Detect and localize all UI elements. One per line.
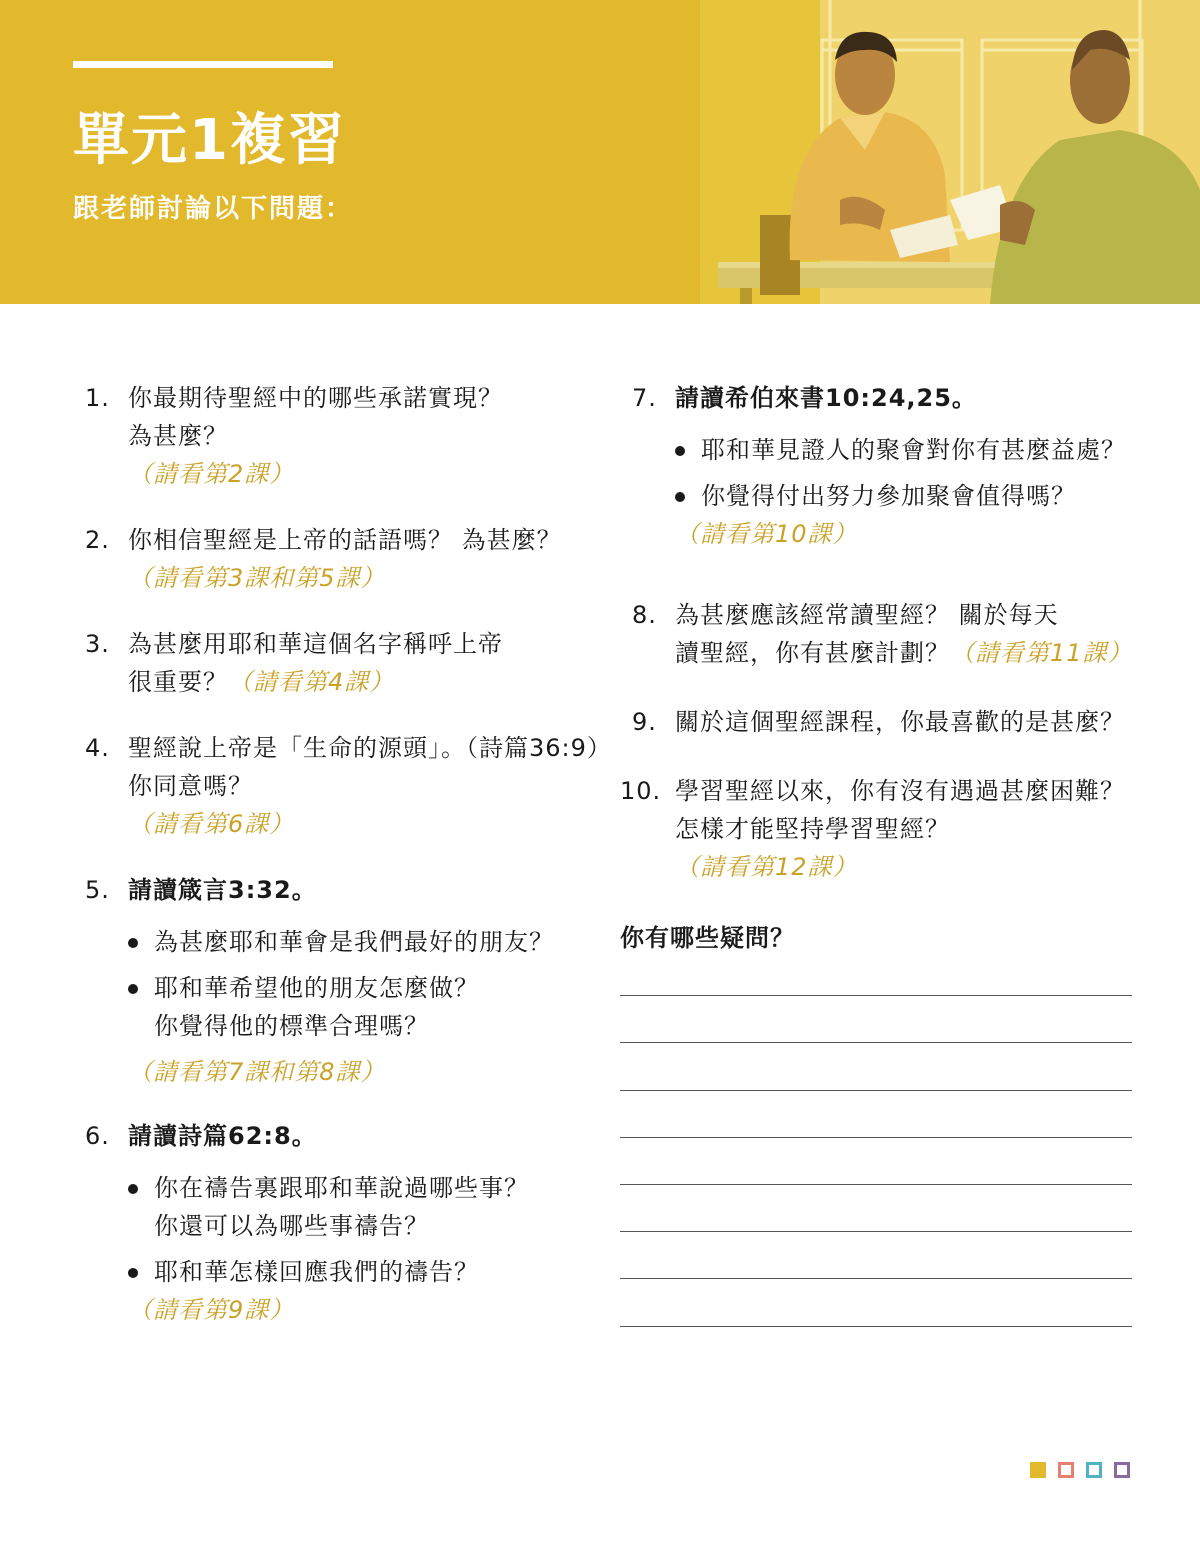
question-number: 6. <box>85 1122 110 1150</box>
question-4 <box>85 729 612 843</box>
unit-marker-outline-square <box>1086 1462 1102 1478</box>
question-text: 聖經說上帝是「生命的源頭」。（詩篇36:9） <box>128 734 612 762</box>
lesson-reference: （請看第6課） <box>128 810 295 838</box>
bullet-item: 耶和華怎樣回應我們的禱告？ <box>154 1253 529 1291</box>
writing-line[interactable] <box>620 1326 1132 1327</box>
lesson-reference: （請看第2課） <box>128 460 295 488</box>
question-text: 讀聖經，你有甚麼計劃？ <box>675 639 950 667</box>
question-number: 7. <box>632 384 657 412</box>
question-text: 為甚麼用耶和華這個名字稱呼上帝 <box>128 630 503 658</box>
reading-instruction: 請讀箴言3:32。 <box>128 876 317 904</box>
unit-marker-outline-square <box>1058 1462 1074 1478</box>
lesson-reference: （請看第10課） <box>675 520 858 548</box>
writing-line[interactable] <box>620 1090 1132 1091</box>
bullet-item: 你覺得付出努力參加聚會值得嗎？ <box>701 477 1126 515</box>
page-subtitle: 跟老師討論以下問題： <box>73 194 354 224</box>
study-illustration <box>700 0 1200 304</box>
bullet-item: 為甚麼耶和華會是我們最好的朋友？ <box>154 923 554 961</box>
question-9 <box>632 703 1125 741</box>
question-text: 為甚麼應該經常讀聖經？ 關於每天 <box>675 601 1059 629</box>
question-number: 8. <box>632 601 657 629</box>
question-text: 為甚麼？ <box>128 422 228 450</box>
question-number: 1. <box>85 384 110 412</box>
question-7 <box>632 379 1126 553</box>
your-questions-heading: 你有哪些疑問？ <box>620 924 795 952</box>
question-1 <box>85 379 503 493</box>
unit-marker-outline-square <box>1114 1462 1130 1478</box>
bullet-item: 耶和華希望他的朋友怎麼做？ <box>154 969 554 1007</box>
question-text: 很重要？ <box>128 668 228 696</box>
question-10 <box>620 772 1125 886</box>
writing-line[interactable] <box>620 1184 1132 1185</box>
question-text: 你最期待聖經中的哪些承諾實現？ <box>128 384 503 412</box>
question-text: 你相信聖經是上帝的話語嗎？ 為甚麼？ <box>128 526 562 554</box>
lesson-reference: （請看第12課） <box>675 853 858 881</box>
reading-instruction: 請讀詩篇62:8。 <box>128 1122 317 1150</box>
writing-line[interactable] <box>620 1137 1132 1138</box>
lesson-reference: （請看第7課和第8課） <box>128 1058 386 1086</box>
question-5 <box>85 871 554 1091</box>
bullet-continuation: 你覺得他的標準合理嗎？ <box>154 1012 429 1040</box>
writing-line[interactable] <box>620 1278 1132 1279</box>
question-8 <box>632 596 1133 672</box>
question-6 <box>85 1117 529 1329</box>
bullet-item: 你在禱告裏跟耶和華說過哪些事？ <box>154 1169 529 1207</box>
question-text: 你同意嗎？ <box>128 772 253 800</box>
page-title: 單元1複習 <box>73 108 346 173</box>
writing-line[interactable] <box>620 995 1132 996</box>
bullet-item: 耶和華見證人的聚會對你有甚麼益處？ <box>701 431 1126 469</box>
bullet-continuation: 你還可以為哪些事禱告？ <box>154 1212 429 1240</box>
header-banner <box>0 0 1200 304</box>
question-2 <box>85 521 562 597</box>
header-rule <box>73 61 333 68</box>
reading-instruction: 請讀希伯來書10:24,25。 <box>675 384 977 412</box>
question-text: 學習聖經以來，你有沒有遇過甚麼困難？ <box>675 777 1125 805</box>
writing-line[interactable] <box>620 1231 1132 1232</box>
lesson-reference: （請看第11課） <box>950 639 1133 667</box>
question-number: 5. <box>85 876 110 904</box>
question-3 <box>85 625 503 701</box>
lesson-reference: （請看第9課） <box>128 1296 295 1324</box>
question-number: 4. <box>85 734 110 762</box>
lesson-reference: （請看第3課和第5課） <box>128 564 386 592</box>
writing-line[interactable] <box>620 1042 1132 1043</box>
question-number: 3. <box>85 630 110 658</box>
question-text: 怎樣才能堅持學習聖經？ <box>675 815 950 843</box>
question-number: 10. <box>620 777 662 805</box>
question-number: 9. <box>632 708 657 736</box>
lesson-reference: （請看第4課） <box>228 668 395 696</box>
unit-marker-filled-square <box>1030 1462 1046 1478</box>
question-text: 關於這個聖經課程，你最喜歡的是甚麼？ <box>675 708 1125 736</box>
question-number: 2. <box>85 526 110 554</box>
